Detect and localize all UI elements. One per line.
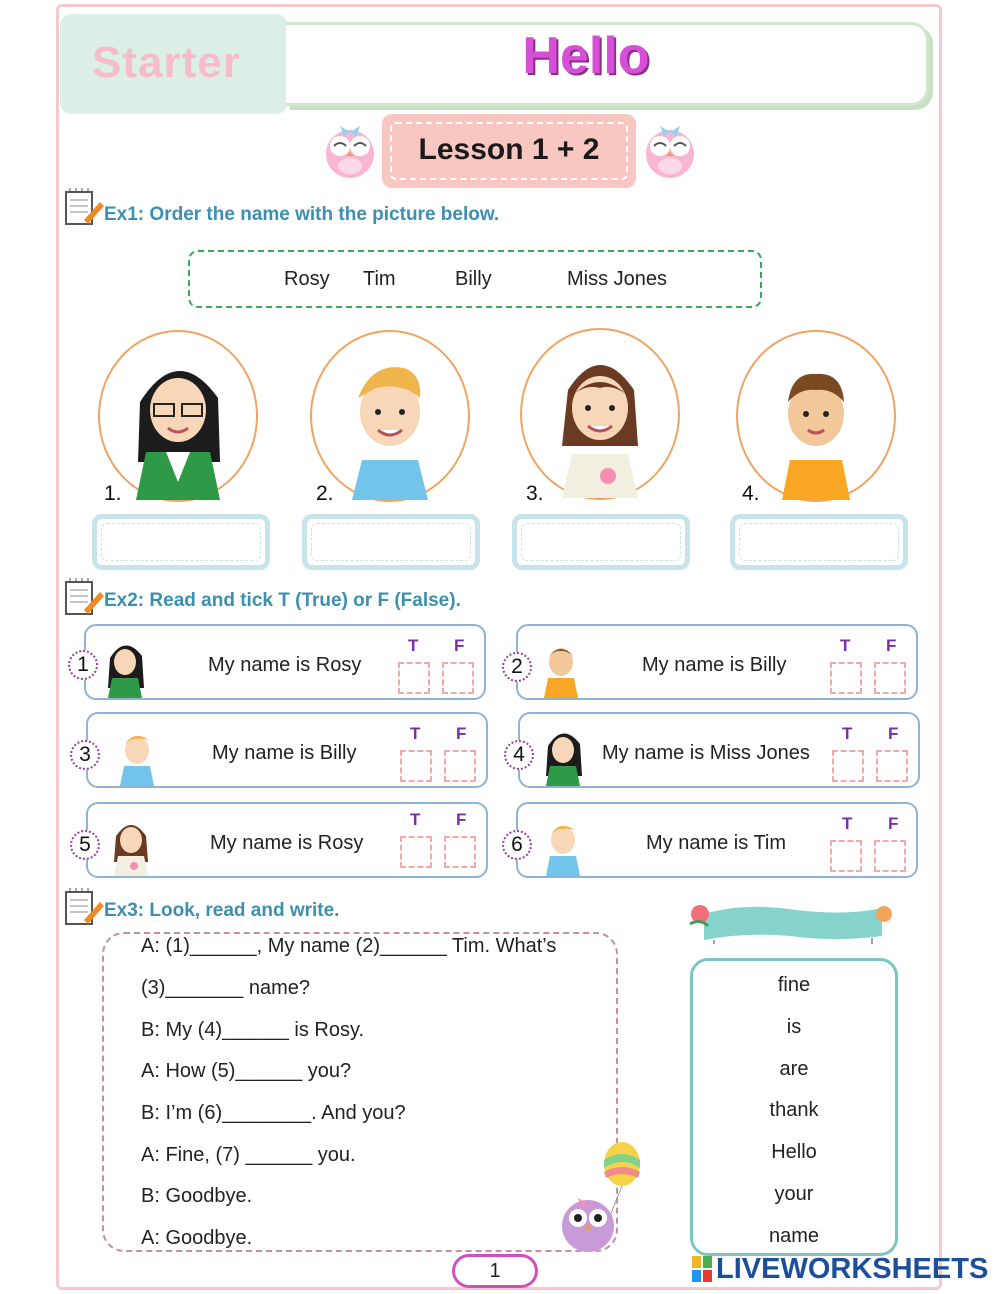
false-label: F [456,724,467,743]
false-label: F [454,636,465,655]
answer-input-2[interactable] [302,514,480,570]
boy-billy-avatar [536,634,586,698]
tf-sentence: My name is Miss Jones [602,742,810,764]
false-checkbox[interactable] [874,840,906,872]
tf-card [84,624,486,700]
tf-card [516,802,918,878]
true-label: T [842,814,853,833]
tf-card [518,712,920,788]
dialogue-line: A: Goodbye. [141,1227,253,1249]
true-label: T [408,636,419,655]
girl-rosy-avatar [106,812,156,876]
character-circle [736,330,896,502]
true-label: T [840,636,851,655]
picture-number: 3. [526,482,544,505]
name-word: Miss Jones [567,268,668,290]
unit-label: Starter [92,38,241,87]
notepad-pencil-icon [64,576,104,616]
character-circle [310,330,470,502]
lesson-title: Lesson 1 + 2 [418,133,600,166]
word-bank-banner [686,900,896,944]
bank-word: are [779,1058,809,1080]
tf-card [516,624,918,700]
character-circle [98,330,258,502]
brand-wordmark[interactable]: LIVEWORKSHEETS [716,1253,989,1285]
picture-number: 1. [104,482,122,505]
name-word: Billy [455,268,492,290]
picture-number: 4. [742,482,760,505]
name-word: Rosy [284,268,330,290]
ex1-title: Ex1: Order the name with the picture below. [104,204,500,225]
false-label: F [456,810,467,829]
false-label: F [888,724,899,743]
dialogue-line: B: Goodbye. [141,1185,253,1207]
item-number: 5 [70,830,100,860]
bank-word: is [786,1016,802,1038]
boy-tim-avatar [312,332,468,500]
dialogue-line: A: Fine, (7) ______ you. [141,1144,356,1166]
dialogue-line: A: (1)______, My name (2)______ Tim. What’s [141,935,557,957]
owl-balloon-icon [556,1140,646,1256]
true-label: T [842,724,853,743]
answer-input-3[interactable] [512,514,690,570]
dialogue-line: (3)_______ name? [141,977,311,999]
answer-input-4[interactable] [730,514,908,570]
item-number: 1 [68,650,98,680]
true-checkbox[interactable] [830,662,862,694]
tf-sentence: My name is Rosy [208,654,362,676]
notepad-pencil-icon [64,886,104,926]
owl-icon [638,118,702,180]
boy-billy-avatar [738,332,894,500]
true-label: T [410,810,421,829]
tf-card [86,802,488,878]
tf-sentence: My name is Billy [642,654,787,676]
owl-icon [318,118,382,180]
item-number: 2 [502,652,532,682]
bank-word: name [768,1225,820,1247]
tf-sentence: My name is Tim [646,832,787,854]
teacher-avatar [100,332,256,500]
bank-word: thank [769,1099,819,1121]
false-checkbox[interactable] [444,750,476,782]
true-checkbox[interactable] [830,840,862,872]
picture-number: 2. [316,482,334,505]
girl-rosy-avatar [522,330,678,498]
notepad-pencil-icon [64,186,104,226]
false-checkbox[interactable] [442,662,474,694]
true-checkbox[interactable] [832,750,864,782]
dialogue-line: A: How (5)______ you? [141,1060,352,1082]
false-label: F [886,636,897,655]
tf-sentence: My name is Rosy [210,832,364,854]
item-number: 6 [502,830,532,860]
item-number: 4 [504,740,534,770]
false-label: F [888,814,899,833]
tf-card [86,712,488,788]
teacher-avatar [100,632,150,698]
dialogue-line: B: My (4)______ is Rosy. [141,1019,365,1041]
page-title: Hello [522,27,650,85]
true-checkbox[interactable] [400,836,432,868]
ex2-title: Ex2: Read and tick T (True) or F (False). [104,590,461,611]
true-checkbox[interactable] [400,750,432,782]
false-checkbox[interactable] [874,662,906,694]
true-checkbox[interactable] [398,662,430,694]
true-label: T [410,724,421,743]
name-word: Tim [363,268,396,290]
boy-tim-avatar [538,812,588,876]
bank-word: your [774,1183,814,1205]
character-circle [520,328,680,500]
teacher-avatar [538,720,588,786]
ex3-title: Ex3: Look, read and write. [104,900,340,921]
tf-sentence: My name is Billy [212,742,357,764]
page-number: 1 [489,1260,501,1282]
liveworksheets-logo-icon [692,1256,712,1282]
dialogue-line: B: I’m (6)________. And you? [141,1102,406,1124]
false-checkbox[interactable] [444,836,476,868]
answer-input-1[interactable] [92,514,270,570]
boy-tim-avatar [112,722,162,786]
item-number: 3 [70,740,100,770]
bank-word: Hello [771,1141,817,1163]
bank-word: fine [777,974,811,996]
false-checkbox[interactable] [876,750,908,782]
